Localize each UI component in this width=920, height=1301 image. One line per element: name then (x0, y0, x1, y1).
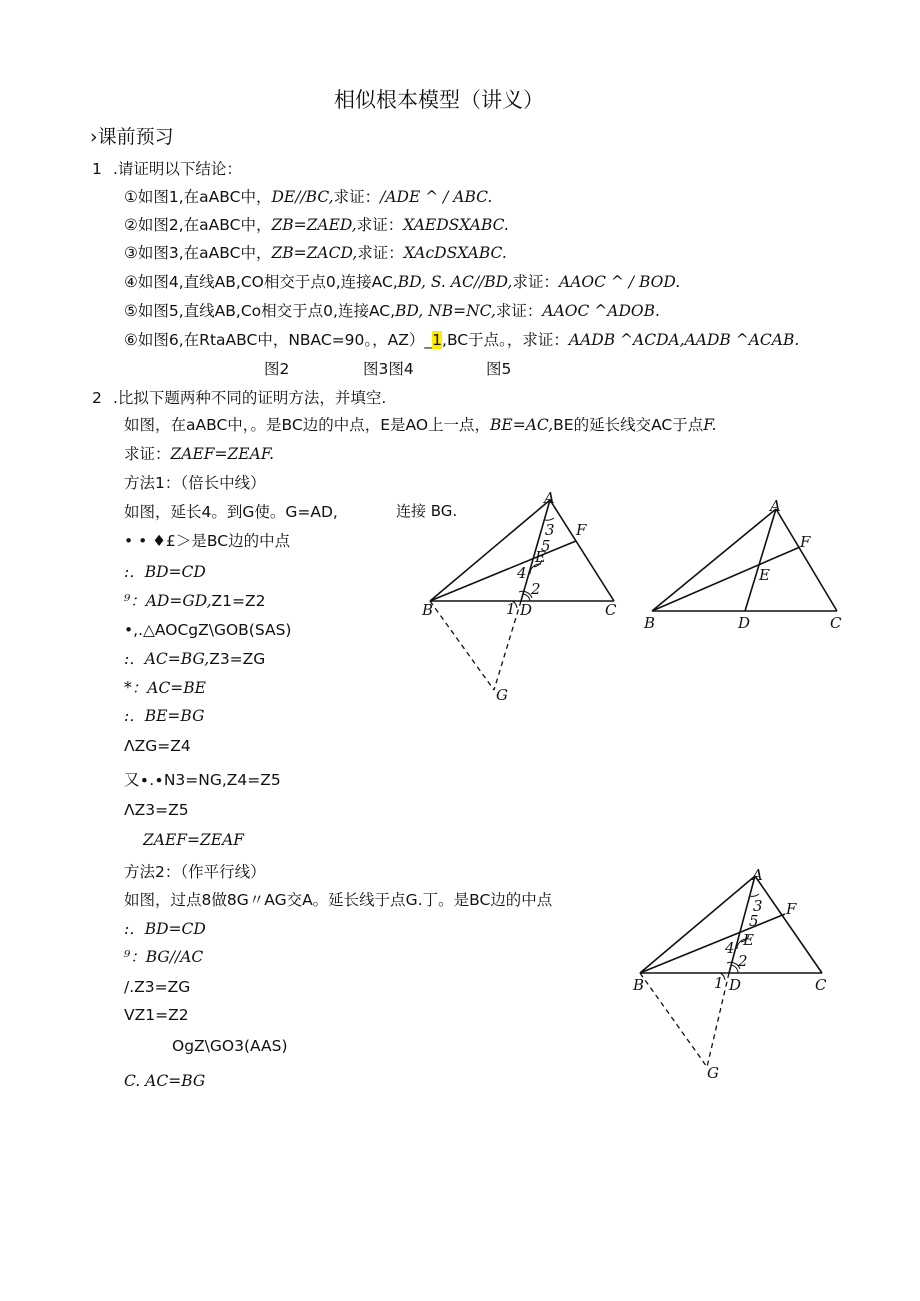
q2-number: 2 (92, 389, 102, 407)
label-D: D (729, 976, 742, 994)
q1-item-result: XAcDSXABC. (403, 244, 507, 262)
q1-item-text: ③如图3,在aABC中， (124, 244, 272, 262)
method1-line-3: :．BD=CD (124, 563, 206, 581)
figure-method2 (625, 862, 850, 1087)
method1-conclusion: ZAEF=ZEAF (143, 831, 245, 849)
page-title: 相似根本模型（讲义） (334, 88, 544, 112)
label-angle-1: 1 (714, 974, 724, 992)
label-C: C (605, 601, 617, 619)
method1-line-8: :．BE=BG (124, 707, 205, 725)
figure-note: 连接 BG. (396, 502, 458, 520)
q2-prove-label: 求证： (124, 445, 171, 463)
q1-prompt: .请证明以下结论： (113, 160, 242, 178)
label-C: C (830, 614, 842, 632)
label-angle-3: 3 (753, 897, 763, 915)
label-F: F (786, 900, 797, 918)
q1-item-cond: DE//BC, (271, 188, 334, 206)
label-G: G (707, 1064, 719, 1082)
label-B: B (422, 601, 434, 619)
label-A: A (770, 497, 781, 515)
label-angle-2: 2 (738, 952, 748, 970)
q1-item-3 (124, 243, 507, 263)
q1-item-2 (124, 215, 509, 235)
method1-line-4 (124, 591, 265, 611)
label-F: F (576, 521, 587, 539)
figure-plain (640, 495, 850, 635)
q1-item-text: ⑤如图5,直线AB,Co相交于点0,连接AC, (124, 302, 396, 320)
label-B: B (644, 614, 656, 632)
fig-label-5: 图5 (486, 360, 512, 378)
method2-line-6: OgZ\GO3(AAS) (172, 1037, 288, 1055)
q1-item-result: AAOC ^ / BOD. (559, 273, 681, 291)
method2-title: 方法2：（作平行线） (124, 863, 266, 881)
q1-item-cond: ZB=ZAED, (271, 216, 357, 234)
q1-item-prove: 求证： (356, 216, 404, 234)
q2-prove (124, 444, 274, 464)
method2-line-1: 如图，过点8做8G〃AG交A。延长线于点G.丁。是BC边的中点 (124, 891, 553, 909)
q1-item-6 (124, 330, 799, 350)
method1-step-extra: Z3=ZG (209, 650, 266, 668)
method1-line-2: • • ♦£＞是BC边的中点 (124, 532, 291, 550)
method1-line-10: 又∙.∙N3=NG,Z4=Z5 (124, 771, 281, 789)
label-G: G (496, 686, 508, 704)
q2-prove-statement: ZAEF=ZEAF. (170, 445, 275, 463)
label-angle-4: 4 (517, 564, 527, 582)
q2-intro-text: 如图，在aABC中，。是BC边的中点，E是AO上一点， (124, 416, 491, 434)
q1-item-result: /ADE ^ / ABC. (380, 188, 493, 206)
q1-item-text: ②如图2,在aABC中， (124, 216, 272, 234)
label-angle-1: 1 (506, 600, 516, 618)
label-F: F (800, 533, 811, 551)
label-E: E (743, 931, 754, 949)
label-D: D (520, 601, 533, 619)
label-A: A (544, 489, 555, 507)
label-A: A (752, 866, 763, 884)
q1-item-result: AADB ^ACDA,AADB ^ACAB. (568, 331, 800, 349)
q2-prompt: .比拟下题两种不同的证明方法，并填空. (113, 389, 387, 407)
q1-item-result: AAOC ^ADOB. (542, 302, 660, 320)
q1-number: 1 (92, 160, 102, 178)
label-C: C (815, 976, 827, 994)
label-B: B (633, 976, 645, 994)
label-E: E (535, 548, 546, 566)
q2-intro (124, 415, 717, 435)
method1-line-6 (124, 649, 265, 669)
q1-item-prove: 求证： (495, 302, 543, 320)
label-E: E (759, 566, 770, 584)
method1-line-5: •,.△AOCgZ\GOB(SAS) (124, 621, 292, 639)
q1-item-prove: 求证： (357, 244, 404, 262)
q1-item-4 (124, 272, 680, 292)
q1-item-prove: 求证： (512, 273, 559, 291)
q1-item-1 (124, 187, 492, 207)
section-heading: ›课前预习 (90, 126, 174, 148)
q1-item-cond: ZB=ZACD, (271, 244, 358, 262)
label-angle-3: 3 (545, 521, 555, 539)
q1-item-cond: BD, NB=NC, (395, 302, 496, 320)
method2-line-4: /.Z3=ZG (124, 978, 191, 996)
q1-item-prove: 求证： (333, 188, 381, 206)
q1-item-cond: BD, S. AC//BD, (397, 273, 513, 291)
label-angle-5: 5 (749, 912, 759, 930)
fig-label-2: 图2 (264, 360, 290, 378)
method1-title: 方法1：（倍长中线） (124, 474, 266, 492)
highlight-mark: 1 (432, 331, 443, 349)
q1-item-5 (124, 301, 660, 321)
q1-item-text: ④如图4,直线AB,CO相交于点0,连接AC, (124, 273, 398, 291)
method1-line-7: *：AC=BE (124, 679, 206, 697)
q1-item-result: XAEDSXABC. (403, 216, 509, 234)
q1-item-text: ⑥如图6,在RtaABC中，NBAC=90。，AZ）_ (124, 331, 433, 349)
label-angle-2: 2 (531, 580, 541, 598)
method1-step: :．AC=BG, (124, 650, 210, 668)
q2-intro-point: F. (703, 416, 717, 434)
figure-method1 (390, 490, 630, 705)
q1-item-text: ①如图1,在aABC中， (124, 188, 272, 206)
method1-line-9: ΛZG=Z4 (124, 737, 191, 755)
method2-line-7: C. AC=BG (124, 1072, 206, 1090)
method2-line-5: VZ1=Z2 (124, 1006, 189, 1024)
method2-line-3: ⁹：BG//AC (124, 948, 204, 966)
method1-line-11: ΛZ3=Z5 (124, 801, 189, 819)
method2-line-2: :．BD=CD (124, 920, 206, 938)
q2-intro-cond: BE=AC, (490, 416, 554, 434)
label-D: D (738, 614, 751, 632)
fig-label-3-4: 图3图4 (363, 360, 414, 378)
label-angle-4: 4 (725, 939, 735, 957)
q1-item-text-2: ,BC于点。，求证： (442, 331, 569, 349)
method1-step-extra: Z1=Z2 (211, 592, 266, 610)
method1-line-1: 如图，延长4。到G使。G=AD, (124, 503, 338, 521)
label-angle-5: 5 (541, 537, 551, 555)
method1-step: ⁹：AD=GD, (124, 592, 212, 610)
q2-intro-text-2: BE的延长线交AC于点 (553, 416, 704, 434)
